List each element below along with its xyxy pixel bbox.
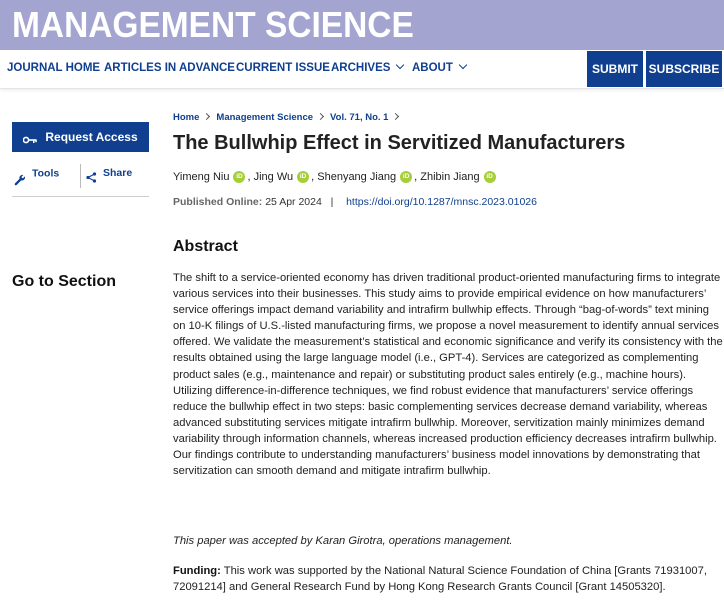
author-separator: , (247, 171, 254, 183)
nav-about[interactable] (412, 62, 466, 74)
chevron-down-icon (396, 61, 404, 69)
author-list (173, 171, 498, 183)
breadcrumb (173, 112, 405, 123)
nav-articles-in-advance[interactable]: ARTICLES IN ADVANCE (104, 62, 235, 74)
chevron-down-icon (459, 61, 467, 69)
share-icon (86, 172, 97, 186)
abstract-text: The shift to a service-oriented economy has driven traditional product-oriented manufacturing firms to integrate various services into their businesses. This study aims to provide empirical evidence on how manufacturers’ service offerings impact demand variability and intrafirm bullwhip effects. Through “bag-of-words” text mining on 10-K filings of U.S.-listed manufacturing firms, we propose a novel measurement to identify annual services offered. We validate the measurement’s statistical and economic significance and verify its consistency with the results obtained using the large language model (i.e., GPT-4). Services are categorized as complementing product sales (e.g., maintenance and repair) or substituting product sales entirely (e.g., machine hours). Utilizing difference-in-difference techniques, we find robust evidence that manufacturers’ service offerings reduce the bullwhip effect in two steps: basic complementing services decrease demand variability, whereas advanced substituting services mitigate intrafirm bullwhip. Moreover, servitization mainly minimizes demand variability through information channels, whereas increased production efficiency decreases intrafirm bullwhip. Our findings contribute to understanding manufacturers’ business model innovations by demonstrating that servitization can smooth demand and mitigate intrafirm bullwhip. (173, 272, 723, 478)
go-to-section[interactable]: Go to Section (12, 273, 116, 290)
author-name[interactable]: Zhibin Jiang (420, 171, 480, 183)
request-access-label: Request Access (45, 130, 138, 144)
key-icon (23, 133, 37, 141)
doi-link[interactable]: https://doi.org/10.1287/mnsc.2023.01026 (346, 196, 537, 208)
nav-archives-label: ARCHIVES (331, 62, 391, 74)
share-button[interactable] (86, 166, 132, 180)
author-name[interactable]: Shenyang Jiang (317, 171, 397, 183)
nav-archives[interactable] (331, 62, 403, 74)
chevron-right-icon (203, 113, 210, 120)
orcid-icon[interactable]: iD (400, 171, 412, 183)
funding-statement (173, 563, 723, 595)
publication-info (173, 196, 537, 208)
wrench-icon (14, 174, 26, 189)
orcid-icon[interactable]: iD (484, 171, 496, 183)
funding-label: Funding: (173, 565, 221, 577)
breadcrumb-issue[interactable]: Vol. 71, No. 1 (330, 112, 389, 123)
abstract-heading: Abstract (173, 238, 238, 255)
breadcrumb-journal[interactable]: Management Science (216, 112, 314, 123)
subscribe-button[interactable]: SUBSCRIBE (646, 51, 722, 87)
nav-current-issue[interactable]: CURRENT ISSUE (236, 62, 330, 74)
author-separator: , (311, 171, 318, 183)
accepted-note: This paper was accepted by Karan Girotra, operations management. (173, 535, 513, 547)
tools-button[interactable] (14, 166, 59, 181)
funding-text: This work was supported by the National Natural Science Foundation of China [Grants 71931007, 72091214] and General Research Fund by Hong Kong Research Grants Council [Grant 14505320]. (173, 565, 707, 594)
journal-banner (0, 0, 724, 50)
pub-separator: | (330, 196, 334, 208)
author-separator: , (414, 171, 421, 183)
chevron-right-icon (392, 113, 399, 120)
article-title: The Bullwhip Effect in Servitized Manufacturers (173, 132, 626, 154)
orcid-icon[interactable]: iD (233, 171, 245, 183)
tools-divider (80, 164, 81, 188)
nav-journal-home[interactable]: JOURNAL HOME (7, 62, 101, 74)
journal-title[interactable]: MANAGEMENT SCIENCE (12, 4, 414, 45)
tools-share-row (12, 160, 149, 197)
submit-button[interactable]: SUBMIT (587, 51, 643, 87)
published-date: 25 Apr 2024 (265, 196, 322, 208)
chevron-right-icon (317, 113, 324, 120)
share-label: Share (103, 166, 133, 179)
request-access-button[interactable] (12, 122, 149, 152)
author-name[interactable]: Jing Wu (253, 171, 294, 183)
nav-about-label: ABOUT (412, 62, 453, 74)
tools-label: Tools (32, 167, 60, 180)
author-name[interactable]: Yimeng Niu (173, 171, 230, 183)
orcid-icon[interactable]: iD (297, 171, 309, 183)
breadcrumb-home[interactable]: Home (173, 112, 200, 123)
published-label: Published Online: (173, 196, 263, 208)
